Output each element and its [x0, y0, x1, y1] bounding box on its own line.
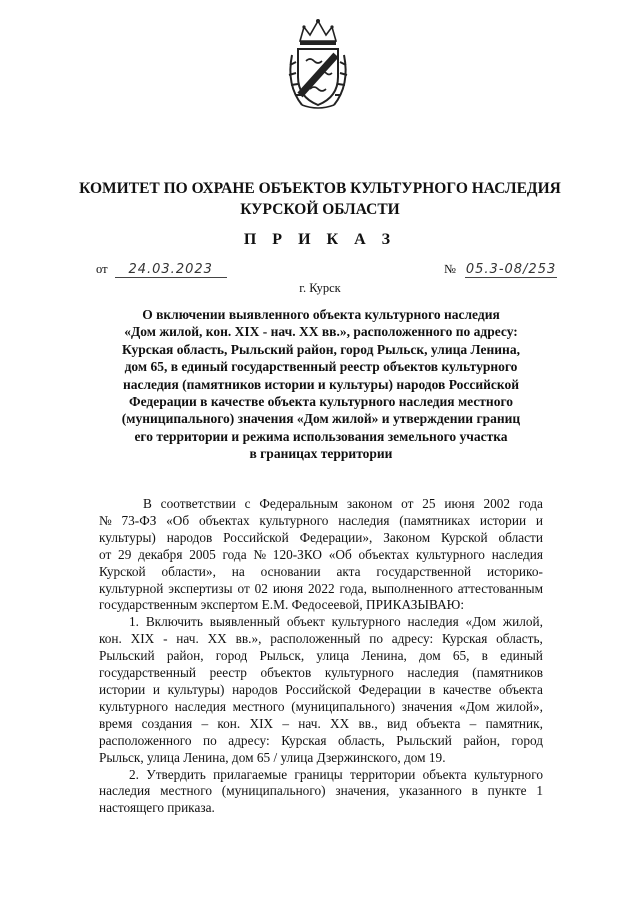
body-line: Рыльский район, город Рыльск, улица Ленина, дом 65, в единый — [99, 648, 543, 664]
subject-line: наследия (памятников истории и культуры) народов Российской — [122, 376, 520, 392]
body-line: государственным экспертом Е.М. Федосеевой, ПРИКАЗЫВАЮ: — [99, 597, 465, 613]
org-name-line-2: КУРСКОЙ ОБЛАСТИ — [240, 201, 400, 218]
city: г. Курск — [299, 281, 341, 295]
org-name-line-1: КОМИТЕТ ПО ОХРАНЕ ОБЪЕКТОВ КУЛЬТУРНОГО НАСЛЕДИЯ — [79, 180, 561, 197]
coat-of-arms-icon — [282, 15, 354, 113]
order-date — [96, 262, 227, 278]
body-line: В соответствии с Федеральным законом от 25 июня 2002 года — [143, 496, 543, 511]
number-prefix: № — [444, 262, 456, 276]
subject-line: его территории и режима использования земельного участка — [134, 428, 508, 444]
subject-line: дом 65, в единый государственный реестр объектов культурного — [124, 359, 518, 375]
body-line: культурной экспертизы от 02 июня 2022 года, выполненного аттестованным — [99, 580, 543, 596]
body-line: государственный реестр объектов культурного наследия (памятников — [99, 665, 543, 681]
body-line: кон. XIX - нач. XX вв.», расположенный по адресу: Курская область, — [99, 631, 543, 647]
subject-line: О включении выявленного объекта культурного наследия — [142, 307, 500, 322]
body-line: культурного наследия местного (муниципального) значения «Дом жилой», — [99, 698, 543, 714]
body-line: настоящего приказа. — [99, 800, 215, 816]
subject-line: Курская область, Рыльский район, город Рыльск, улица Ленина, — [122, 341, 520, 357]
body-line: расположенного по адресу: Курская область, Рыльский район, город — [99, 732, 543, 748]
date-prefix: от — [96, 262, 108, 276]
order-number — [444, 262, 557, 278]
body-line: Рыльск, улица Ленина, дом 65 / улица Дзержинского, дом 19. — [99, 749, 446, 765]
body-line: культуры) народов Российской Федерации», Законом Курской области — [99, 529, 543, 545]
number-value: 05.3-08/253 — [465, 262, 557, 277]
order-subject — [108, 306, 534, 463]
body-line: 2. Утвердить прилагаемые границы территории объекта культурного — [129, 766, 543, 782]
order-title: П Р И К А З — [243, 231, 397, 248]
subject-line: (муниципального) значения «Дом жилой» и утверждении границ — [121, 411, 521, 427]
body-line: 1. Включить выявленный объект культурного наследия «Дом жилой, — [129, 614, 543, 630]
subject-line: «Дом жилой, кон. XIX - нач. XX вв.», расположенного по адресу: — [124, 324, 518, 340]
subject-line: Федерации в качестве объекта культурного наследия местного — [128, 394, 514, 410]
date-value: 24.03.2023 — [115, 262, 227, 278]
body-line: № 73-ФЗ «Об объектах культурного наследия (памятниках истории и — [99, 512, 543, 528]
body-line: Курской области», на основании акта государственной историко- — [99, 563, 543, 579]
body-line: время создания – кон. XIX – нач. XX вв., вид объекта – памятник, — [99, 715, 543, 731]
body-line: от 29 декабря 2005 года № 120-ЗКО «Об объектах культурного наследия — [99, 546, 543, 562]
subject-line: в границах территории — [249, 446, 393, 462]
body-line: истории и культуры) народов Российской Федерации в качестве объекта — [99, 681, 543, 697]
order-body — [99, 496, 543, 817]
body-line: наследия местного (муниципального) значения, указанного в пункте 1 — [99, 783, 543, 799]
